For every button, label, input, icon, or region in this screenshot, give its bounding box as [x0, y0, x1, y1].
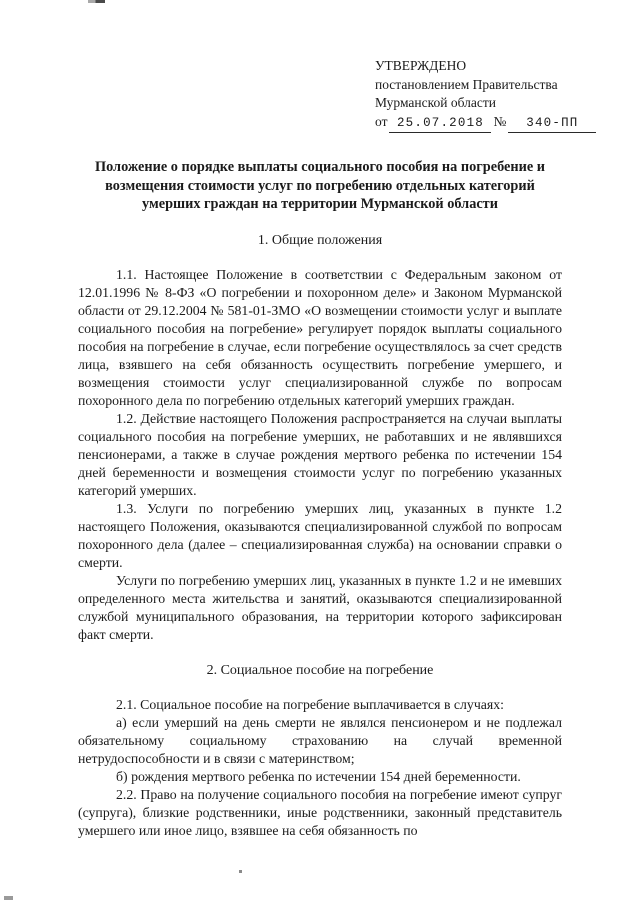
approval-number-value: 340-ПП [508, 114, 596, 134]
approval-date-label: от [375, 113, 388, 129]
approval-date-number-line [375, 113, 620, 134]
paragraph-1-2: 1.2. Действие настоящего Положения распространяется на случаи выплаты социального пособия на погребение умерших, не работавших и не являвшихся пенсионерами, а также в случае рождения мертвого ребенка по истечении 154 дней беременности и возмещения стоимости услуг по погребению указанных категорий умерших. [78, 410, 562, 498]
paragraph-2-1-item-b: б) рождения мертвого ребенка по истечении 154 дней беременности. [116, 768, 521, 784]
paragraph-1-3: 1.3. Услуги по погребению умерших лиц, указанных в пункте 1.2 настоящего Положения, оказываются специализированной службой по вопросам похоронного дела (далее – специализированная служба) на основании справки о смерти. [78, 500, 562, 570]
document-body [78, 158, 562, 840]
paragraph-1-3-continued: Услуги по погребению умерших лиц, указанных в пункте 1.2 и не имевших определенного места жительства и занятий, оказываются специализированной службой муниципального образования, на территории которого зафиксирован факт смерти. [78, 572, 562, 642]
approval-region-line: Мурманской области [375, 95, 496, 110]
paragraph-2-1: 2.1. Социальное пособие на погребение выплачивается в случаях: [116, 696, 504, 712]
scan-artifact-bottom-left [4, 896, 13, 900]
paragraph-1-1: 1.1. Настоящее Положение в соответствии с Федеральным законом от 12.01.1996 № 8-ФЗ «О погребении и похоронном деле» и Законом Мурманской области от 29.12.2004 № 581-01-ЗМО «О возмещении стоимости услуг и выплате социального пособия на погребение» регулирует порядок выплаты социального пособия на погребение в случае, если погребение осуществлялось за счет средств лица, взявшего на себя обязанность осуществить погребение умершего, и возмещения стоимости услуг специализированной службе по вопросам похоронного дела по погребению отдельных категорий умерших граждан. [78, 266, 562, 408]
approval-number-label: № [493, 113, 507, 129]
approval-date-value: 25.07.2018 [389, 114, 491, 134]
section-1-heading: 1. Общие положения [257, 232, 383, 248]
paragraph-2-1-item-a: а) если умерший на день смерти не являлся пенсионером и не подлежал обязательному социальному страхованию на случай временной нетрудоспособности и в связи с материнством; [78, 714, 562, 766]
scan-artifact-speck [239, 870, 242, 873]
paragraph-2-2: 2.2. Право на получение социального пособия на погребение имеют супруг (супруга), близкие родственники, иные родственники, законный представитель умершего или иное лицо, взявшее на себя обязанность по [78, 786, 562, 838]
document-title: Положение о порядке выплаты социального пособия на погребение и возмещения стоимости услуг по погребению отдельных категорий умерших граждан на территории Мурманской области [94, 159, 546, 212]
section-2-heading: 2. Социальное пособие на погребение [206, 662, 434, 678]
approval-authority-line: постановлением Правительства [375, 76, 558, 92]
approval-status-label: УТВЕРЖДЕНО [375, 58, 467, 73]
approval-block [375, 57, 620, 133]
scan-artifact-top-mark [88, 0, 105, 3]
